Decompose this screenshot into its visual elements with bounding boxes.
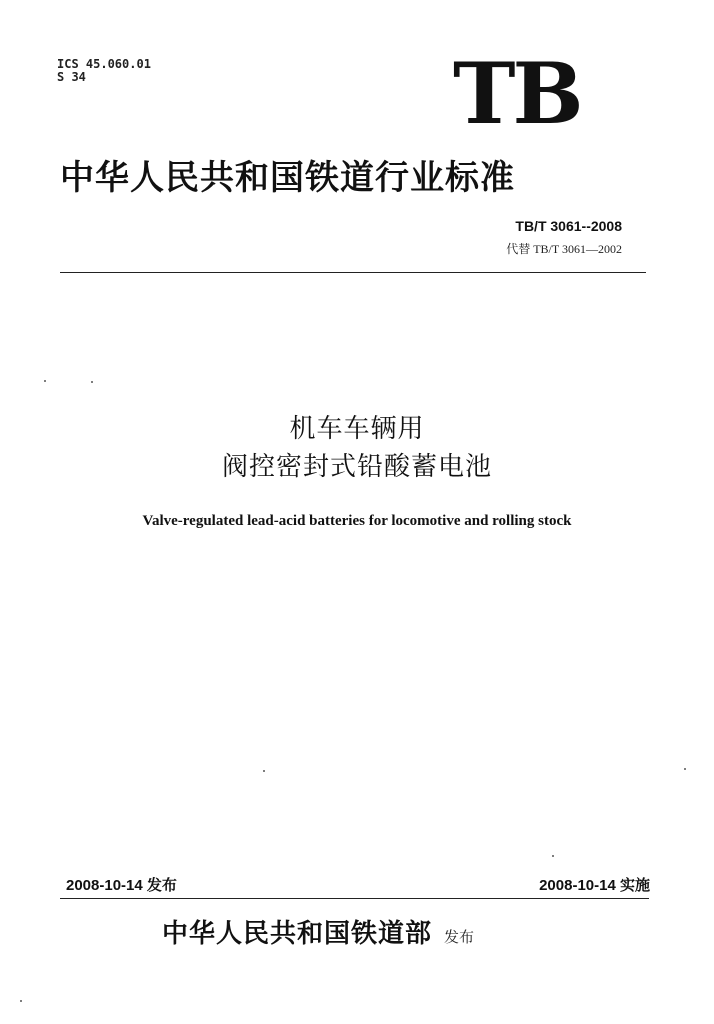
scan-speck [44, 380, 46, 382]
issuer-verb: 发布 [444, 928, 475, 946]
ics-code: ICS 45.060.01 [57, 57, 151, 71]
tb-logo: TB [453, 44, 581, 143]
classification-codes [57, 58, 151, 84]
ccs-code: S 34 [57, 70, 86, 84]
issuer-name: 中华人民共和国铁道部 [162, 919, 433, 949]
header-divider [60, 272, 646, 273]
scan-speck [552, 855, 554, 857]
chinese-title-line-2: 阀控密封式铅酸蓄电池 [221, 452, 492, 482]
scan-speck [684, 768, 686, 770]
standard-type-heading: 中华人民共和国铁道行业标准 [60, 158, 515, 198]
implementation-date: 2008-10-14 实施 [539, 877, 650, 894]
scan-speck [91, 381, 93, 383]
issue-date: 2008-10-14 发布 [66, 877, 177, 894]
scan-speck [263, 770, 265, 772]
english-title: Valve-regulated lead-acid batteries for locomotive and rolling stock [142, 513, 572, 529]
standard-number: TB/T 3061--2008 [515, 218, 622, 234]
chinese-title-line-1: 机车车辆用 [289, 414, 425, 444]
replaces-standard: 代替 TB/T 3061—2002 [506, 242, 622, 256]
scan-speck [20, 1000, 22, 1002]
issuer-line [162, 916, 474, 955]
footer-divider [60, 898, 649, 899]
